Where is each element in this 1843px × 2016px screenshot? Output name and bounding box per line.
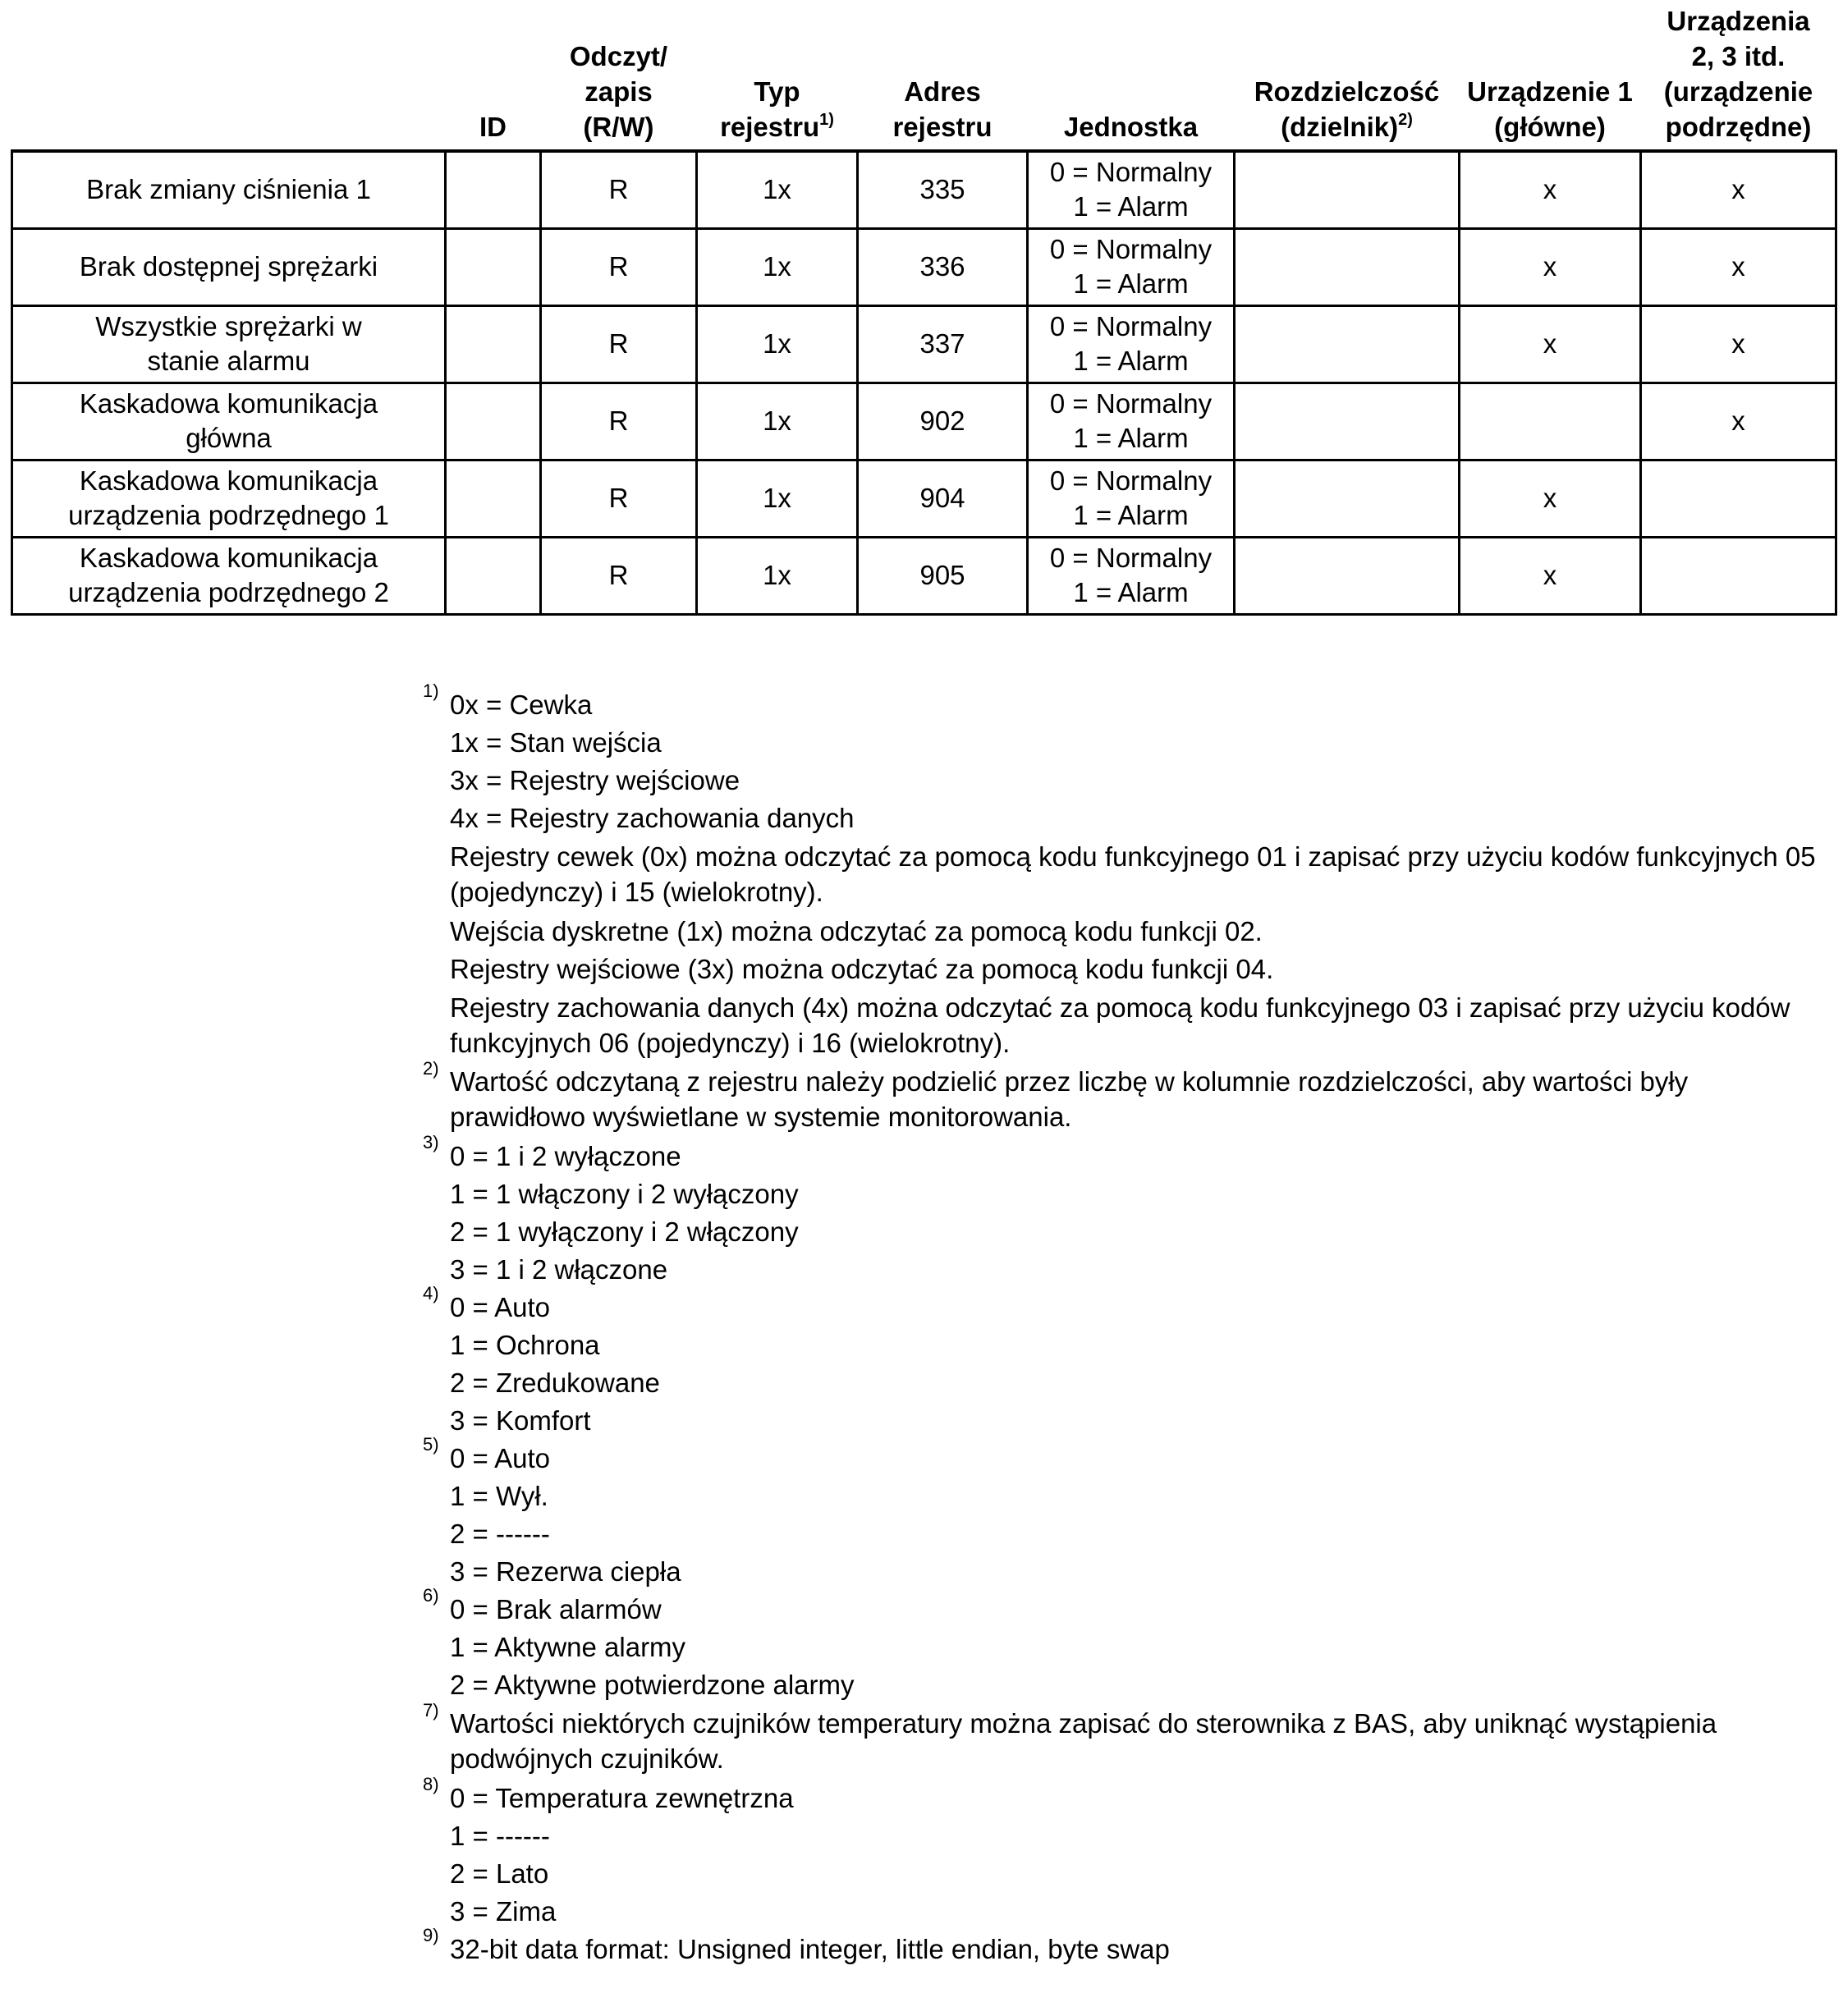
- cell-rw: R: [541, 305, 697, 383]
- cell-id: [446, 305, 541, 383]
- header-resolution-line: Rozdzielczość: [1254, 76, 1440, 107]
- unit-line: 0 = Normalny: [1049, 465, 1213, 496]
- cell-resolution: [1235, 537, 1460, 614]
- footnote-6: [423, 1585, 1818, 1704]
- footnote-4: [423, 1283, 1818, 1440]
- footnote-line: 0 = Brak alarmów: [450, 1594, 662, 1624]
- name-line: urządzenia podrzędnego 2: [68, 577, 389, 607]
- footnote-line: 4x = Rejestry zachowania danych: [450, 803, 855, 833]
- header-address-line: rejestru: [892, 112, 993, 142]
- footnote-line: 1 = ------: [450, 1821, 550, 1851]
- cell-resolution: [1235, 460, 1460, 537]
- header-name: [12, 0, 446, 151]
- table-row: [12, 537, 1836, 614]
- cell-address: 905: [858, 537, 1028, 614]
- cell-rw: R: [541, 151, 697, 228]
- header-id: ID: [479, 112, 507, 142]
- footnote-line: Wartości niektórych czujników temperatury można zapisać do sterownika z BAS, aby uniknąć wystąpienia podwójnych czujników.: [450, 1708, 1717, 1774]
- cell-id: [446, 383, 541, 460]
- register-table: [11, 0, 1837, 616]
- footnote-line: 2 = ------: [450, 1519, 550, 1549]
- cell-id: [446, 537, 541, 614]
- header-type-line: [700, 109, 855, 144]
- footnote-marker: 2): [423, 1058, 439, 1079]
- footnote-line: 1 = Aktywne alarmy: [450, 1632, 686, 1662]
- header-register-type: [697, 0, 858, 151]
- header-unit: Jednostka: [1063, 112, 1199, 142]
- header-devices2-line: podrzędne): [1665, 112, 1812, 142]
- cell-device-1: x: [1460, 460, 1641, 537]
- footnote-line: 0 = Auto: [450, 1292, 551, 1322]
- footnote-marker: 9): [423, 1925, 439, 1945]
- cell-unit: [1028, 537, 1235, 614]
- footnote-3: [423, 1132, 1818, 1289]
- footnote-line: 0 = Auto: [450, 1443, 551, 1473]
- unit-line: 1 = Alarm: [1073, 268, 1189, 299]
- cell-devices-2: x: [1641, 228, 1836, 305]
- footnote-line: 1 = 1 włączony i 2 wyłączony: [450, 1179, 799, 1209]
- footnote-marker: 5): [423, 1434, 439, 1455]
- cell-unit: [1028, 383, 1235, 460]
- footnote-marker: 8): [423, 1774, 439, 1794]
- cell-unit: [1028, 228, 1235, 305]
- footnote-line: 0 = Temperatura zewnętrzna: [450, 1783, 794, 1813]
- header-rw-line: Odczyt/: [569, 41, 668, 71]
- cell-device-1: x: [1460, 228, 1641, 305]
- footnote-line: Rejestry cewek (0x) można odczytać za pomocą kodu funkcyjnego 01 i zapisać przy użyciu kodów funkcyjnych 05 (pojedynczy) i 15 (wielokrotny).: [450, 841, 1816, 907]
- cell-rw: R: [541, 460, 697, 537]
- footnote-line: 2 = Lato: [450, 1858, 549, 1889]
- header-device1-line: Urządzenie 1: [1467, 76, 1633, 107]
- name-line: Wszystkie sprężarki w: [95, 311, 362, 341]
- cell-address: 337: [858, 305, 1028, 383]
- header-address-line: Adres: [904, 76, 981, 107]
- cell-device-1: x: [1460, 537, 1641, 614]
- cell-id: [446, 228, 541, 305]
- footnote-line: Wartość odczytaną z rejestru należy podzielić przez liczbę w kolumnie rozdzielczości, aby wartości były prawidłowo wyświetlane w systemie monitorowania.: [450, 1066, 1689, 1132]
- cell-name: [12, 383, 446, 460]
- cell-device-1: x: [1460, 151, 1641, 228]
- unit-line: 1 = Alarm: [1073, 423, 1189, 453]
- name-line: Brak dostępnej sprężarki: [79, 251, 378, 282]
- unit-line: 0 = Normalny: [1049, 157, 1213, 188]
- footnote-ref-1: 1): [819, 111, 834, 129]
- header-device1-line: (główne): [1494, 112, 1606, 142]
- cell-devices-2: x: [1641, 305, 1836, 383]
- header-rw-line: zapis: [585, 76, 653, 107]
- footnote-5: [423, 1434, 1818, 1591]
- table-row: [12, 228, 1836, 305]
- header-device-1: [1460, 0, 1641, 151]
- header-devices2-line: Urządzenia: [1666, 6, 1810, 36]
- footnote-2: [423, 1058, 1818, 1134]
- table-row: [12, 305, 1836, 383]
- footnote-line: 0x = Cewka: [450, 690, 593, 720]
- header-resolution-line: [1238, 109, 1456, 144]
- cell-id: [446, 151, 541, 228]
- header-devices2-line: (urządzenie: [1663, 76, 1813, 107]
- unit-line: 1 = Alarm: [1073, 191, 1189, 222]
- footnote-1: [423, 680, 1818, 1061]
- table-row: [12, 383, 1836, 460]
- unit-line: 1 = Alarm: [1073, 346, 1189, 376]
- cell-device-1: x: [1460, 305, 1641, 383]
- name-line: Brak zmiany ciśnienia 1: [86, 174, 371, 205]
- footnote-line: 2 = Zredukowane: [450, 1368, 660, 1398]
- header-rw: [541, 0, 697, 151]
- footnote-marker: 1): [423, 680, 439, 701]
- cell-address: 904: [858, 460, 1028, 537]
- cell-id: [446, 460, 541, 537]
- footnote-line: 0 = 1 i 2 wyłączone: [450, 1141, 681, 1171]
- footnote-marker: 6): [423, 1585, 439, 1606]
- cell-address: 336: [858, 228, 1028, 305]
- cell-unit: [1028, 305, 1235, 383]
- header-devices-2-3: [1641, 0, 1836, 151]
- name-line: Kaskadowa komunikacja: [79, 543, 378, 573]
- footnote-line: 3 = Rezerwa ciepła: [450, 1556, 681, 1587]
- cell-type: 1x: [697, 383, 858, 460]
- cell-device-1: [1460, 383, 1641, 460]
- cell-rw: R: [541, 537, 697, 614]
- cell-address: 902: [858, 383, 1028, 460]
- unit-line: 0 = Normalny: [1049, 234, 1213, 264]
- footnote-line: 32-bit data format: Unsigned integer, little endian, byte swap: [450, 1934, 1170, 1964]
- header-type-text: rejestru: [720, 112, 820, 142]
- footnote-ref-2: 2): [1398, 111, 1413, 129]
- header-resolution-text: (dzielnik): [1281, 112, 1399, 142]
- cell-devices-2: x: [1641, 383, 1836, 460]
- cell-resolution: [1235, 383, 1460, 460]
- unit-line: 0 = Normalny: [1049, 311, 1213, 341]
- cell-rw: R: [541, 383, 697, 460]
- footnote-line: 3 = Zima: [450, 1896, 557, 1927]
- cell-resolution: [1235, 151, 1460, 228]
- cell-name: [12, 537, 446, 614]
- cell-name: [12, 228, 446, 305]
- footnote-line: Wejścia dyskretne (1x) można odczytać za pomocą kodu funkcji 02.: [450, 916, 1263, 946]
- header-rw-line: (R/W): [583, 112, 654, 142]
- cell-type: 1x: [697, 228, 858, 305]
- footnote-marker: 4): [423, 1283, 439, 1304]
- footnote-line: Rejestry wejściowe (3x) można odczytać za pomocą kodu funkcji 04.: [450, 954, 1274, 984]
- footnote-line: 3x = Rejestry wejściowe: [450, 765, 740, 795]
- cell-name: [12, 460, 446, 537]
- footnote-9: [423, 1925, 1818, 1968]
- cell-type: 1x: [697, 460, 858, 537]
- footnote-line: 2 = 1 wyłączony i 2 włączony: [450, 1216, 799, 1247]
- unit-line: 1 = Alarm: [1073, 577, 1189, 607]
- cell-devices-2: x: [1641, 151, 1836, 228]
- unit-line: 0 = Normalny: [1049, 543, 1213, 573]
- header-register-address: [858, 0, 1028, 151]
- header-resolution: [1235, 0, 1460, 151]
- cell-name: [12, 151, 446, 228]
- footnote-line: 1 = Ochrona: [450, 1330, 600, 1360]
- cell-devices-2: [1641, 460, 1836, 537]
- cell-resolution: [1235, 228, 1460, 305]
- cell-name: [12, 305, 446, 383]
- cell-rw: R: [541, 228, 697, 305]
- cell-unit: [1028, 460, 1235, 537]
- name-line: główna: [186, 423, 272, 453]
- footnote-line: Rejestry zachowania danych (4x) można odczytać za pomocą kodu funkcyjnego 03 i zapisać przy użyciu kodów funkcyjnych 06 (pojedynczy) i 16 (wielokrotny).: [450, 992, 1790, 1058]
- footnote-marker: 7): [423, 1700, 439, 1720]
- footnote-line: 3 = Komfort: [450, 1405, 591, 1436]
- cell-devices-2: [1641, 537, 1836, 614]
- footnotes: [423, 680, 1818, 1968]
- cell-resolution: [1235, 305, 1460, 383]
- cell-address: 335: [858, 151, 1028, 228]
- table-row: [12, 151, 1836, 228]
- cell-type: 1x: [697, 305, 858, 383]
- unit-line: 1 = Alarm: [1073, 500, 1189, 530]
- header-type-line: Typ: [754, 76, 800, 107]
- unit-line: 0 = Normalny: [1049, 388, 1213, 419]
- table-header-row: [12, 0, 1836, 151]
- footnote-line: 1x = Stan wejścia: [450, 727, 662, 758]
- name-line: Kaskadowa komunikacja: [79, 388, 378, 419]
- name-line: stanie alarmu: [147, 346, 310, 376]
- footnote-line: 1 = Wył.: [450, 1481, 548, 1511]
- cell-type: 1x: [697, 151, 858, 228]
- footnote-marker: 3): [423, 1132, 439, 1152]
- name-line: Kaskadowa komunikacja: [79, 465, 378, 496]
- footnote-7: [423, 1700, 1818, 1776]
- cell-type: 1x: [697, 537, 858, 614]
- cell-unit: [1028, 151, 1235, 228]
- name-line: urządzenia podrzędnego 1: [68, 500, 389, 530]
- footnote-line: 2 = Aktywne potwierdzone alarmy: [450, 1670, 855, 1700]
- table-row: [12, 460, 1836, 537]
- header-devices2-line: 2, 3 itd.: [1691, 41, 1786, 71]
- footnote-8: [423, 1774, 1818, 1931]
- footnote-line: 3 = 1 i 2 włączone: [450, 1254, 668, 1285]
